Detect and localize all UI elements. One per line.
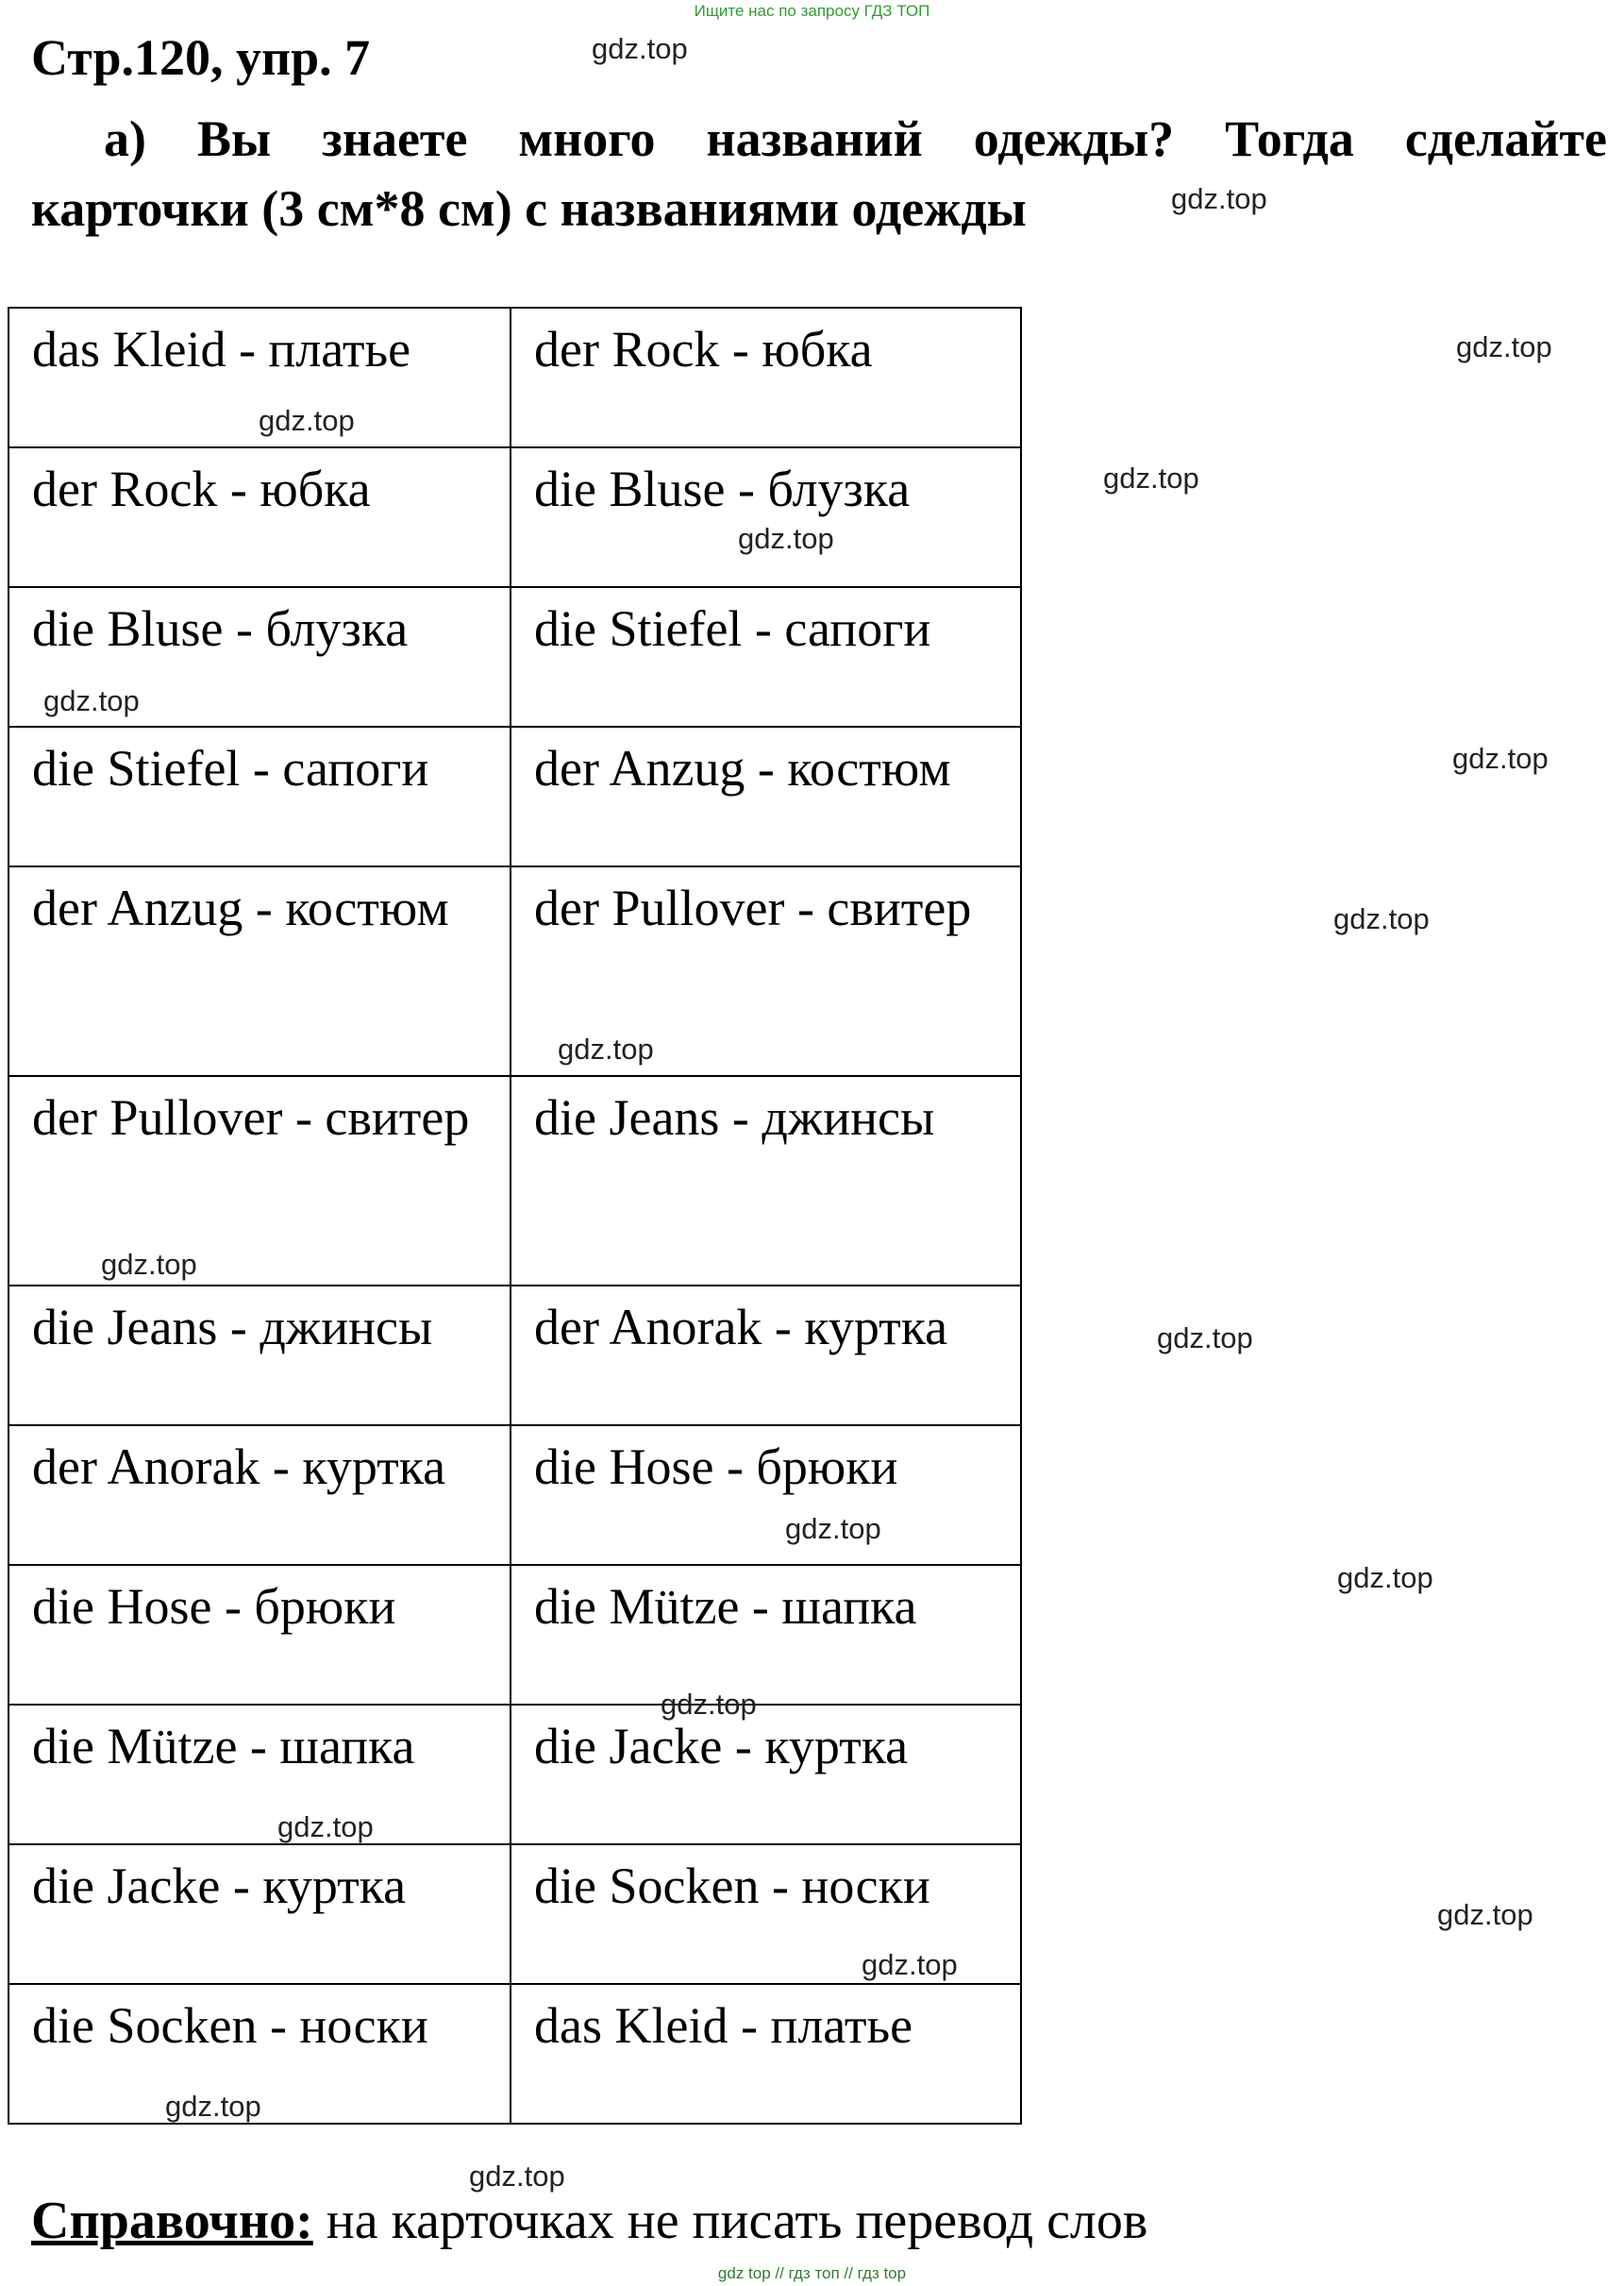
table-row [8, 447, 1021, 587]
card-cell [511, 727, 1021, 866]
cards-table [8, 307, 1022, 2125]
watermark: gdz.top [862, 1948, 958, 1981]
card-cell [8, 1286, 511, 1425]
table-row [8, 587, 1021, 727]
card-text: die Mütze - шапка [32, 1718, 415, 1774]
card-text: der Anzug - костюм [534, 740, 951, 797]
watermark: gdz.top [1171, 182, 1267, 215]
card-text: der Anorak - куртка [534, 1299, 948, 1355]
watermark: gdz.top [738, 522, 834, 555]
card-cell [511, 1705, 1021, 1844]
note-text: на карточках не писать перевод слов [326, 2192, 1148, 2250]
watermark: gdz.top [661, 1688, 757, 1721]
card-text: die Hose - брюки [32, 1578, 396, 1635]
watermark: gdz.top [1452, 742, 1549, 775]
watermark: gdz.top [785, 1512, 881, 1545]
watermark: gdz.top [1337, 1561, 1433, 1594]
task-text [31, 104, 1607, 244]
watermark: gdz.top [592, 32, 688, 65]
card-text: die Mütze - шапка [534, 1578, 917, 1635]
card-cell [511, 308, 1021, 447]
card-cell [8, 447, 511, 587]
card-cell [8, 1076, 511, 1286]
card-cell [511, 587, 1021, 727]
card-text: der Rock - юбка [32, 461, 371, 517]
task-line-1: а) Вы знаете много названий одежды? Тогда сделайте [104, 110, 1607, 167]
card-text: die Bluse - блузка [534, 461, 911, 517]
watermark: gdz.top [558, 1033, 654, 1066]
card-text: die Jacke - куртка [534, 1718, 909, 1774]
footer: gdz top // гдз топ // гдз top [717, 2264, 907, 2282]
card-text: die Stiefel - сапоги [32, 740, 429, 797]
card-text: das Kleid - платье [534, 1997, 913, 2054]
card-text: der Pullover - свитер [534, 880, 972, 936]
card-cell [511, 1984, 1021, 2124]
card-text: die Hose - брюки [534, 1438, 898, 1495]
table-row [8, 1705, 1021, 1844]
watermark: gdz.top [101, 1248, 197, 1281]
card-text: die Jeans - джинсы [534, 1089, 935, 1146]
watermark: gdz.top [277, 1810, 374, 1843]
card-cell [511, 1286, 1021, 1425]
task-line-2: карточки (3 см*8 см) с названиями одежды [31, 180, 1027, 237]
watermark: gdz.top [469, 2160, 565, 2193]
card-text: die Socken - носки [534, 1857, 930, 1914]
card-text: der Pullover - свитер [32, 1089, 470, 1146]
note-label: Справочно: [31, 2192, 313, 2250]
card-cell [8, 1425, 511, 1565]
reference-note [31, 2192, 1148, 2250]
card-cell [511, 1425, 1021, 1565]
card-cell [8, 1705, 511, 1844]
card-cell [8, 1844, 511, 1984]
watermark: gdz.top [1333, 902, 1430, 935]
top-banner: Ищите нас по запросу ГДЗ ТОП [694, 2, 930, 20]
watermark: gdz.top [1456, 330, 1552, 363]
watermark: gdz.top [43, 684, 140, 717]
card-text: der Anorak - куртка [32, 1438, 446, 1495]
card-text: die Jacke - куртка [32, 1857, 407, 1914]
card-cell [8, 727, 511, 866]
card-text: der Anzug - костюм [32, 880, 449, 936]
card-cell [511, 1565, 1021, 1705]
watermark: gdz.top [1103, 462, 1199, 495]
table-row [8, 1286, 1021, 1425]
card-cell [511, 1076, 1021, 1286]
table-row [8, 1565, 1021, 1705]
card-text: die Stiefel - сапоги [534, 600, 931, 657]
watermark: gdz.top [1157, 1321, 1253, 1354]
table-row [8, 866, 1021, 1076]
table-row [8, 308, 1021, 447]
watermark: gdz.top [1437, 1898, 1533, 1931]
card-cell [8, 866, 511, 1076]
watermark: gdz.top [165, 2090, 261, 2123]
card-text: der Rock - юбка [534, 321, 873, 378]
card-text: die Bluse - блузка [32, 600, 409, 657]
watermark: gdz.top [259, 404, 355, 437]
page-title: Стр.120, упр. 7 [31, 29, 371, 86]
card-cell [511, 447, 1021, 587]
table-row [8, 727, 1021, 866]
card-text: die Jeans - джинсы [32, 1299, 433, 1355]
card-text: das Kleid - платье [32, 321, 411, 378]
card-cell [8, 1565, 511, 1705]
card-text: die Socken - носки [32, 1997, 428, 2054]
table-row [8, 1984, 1021, 2124]
